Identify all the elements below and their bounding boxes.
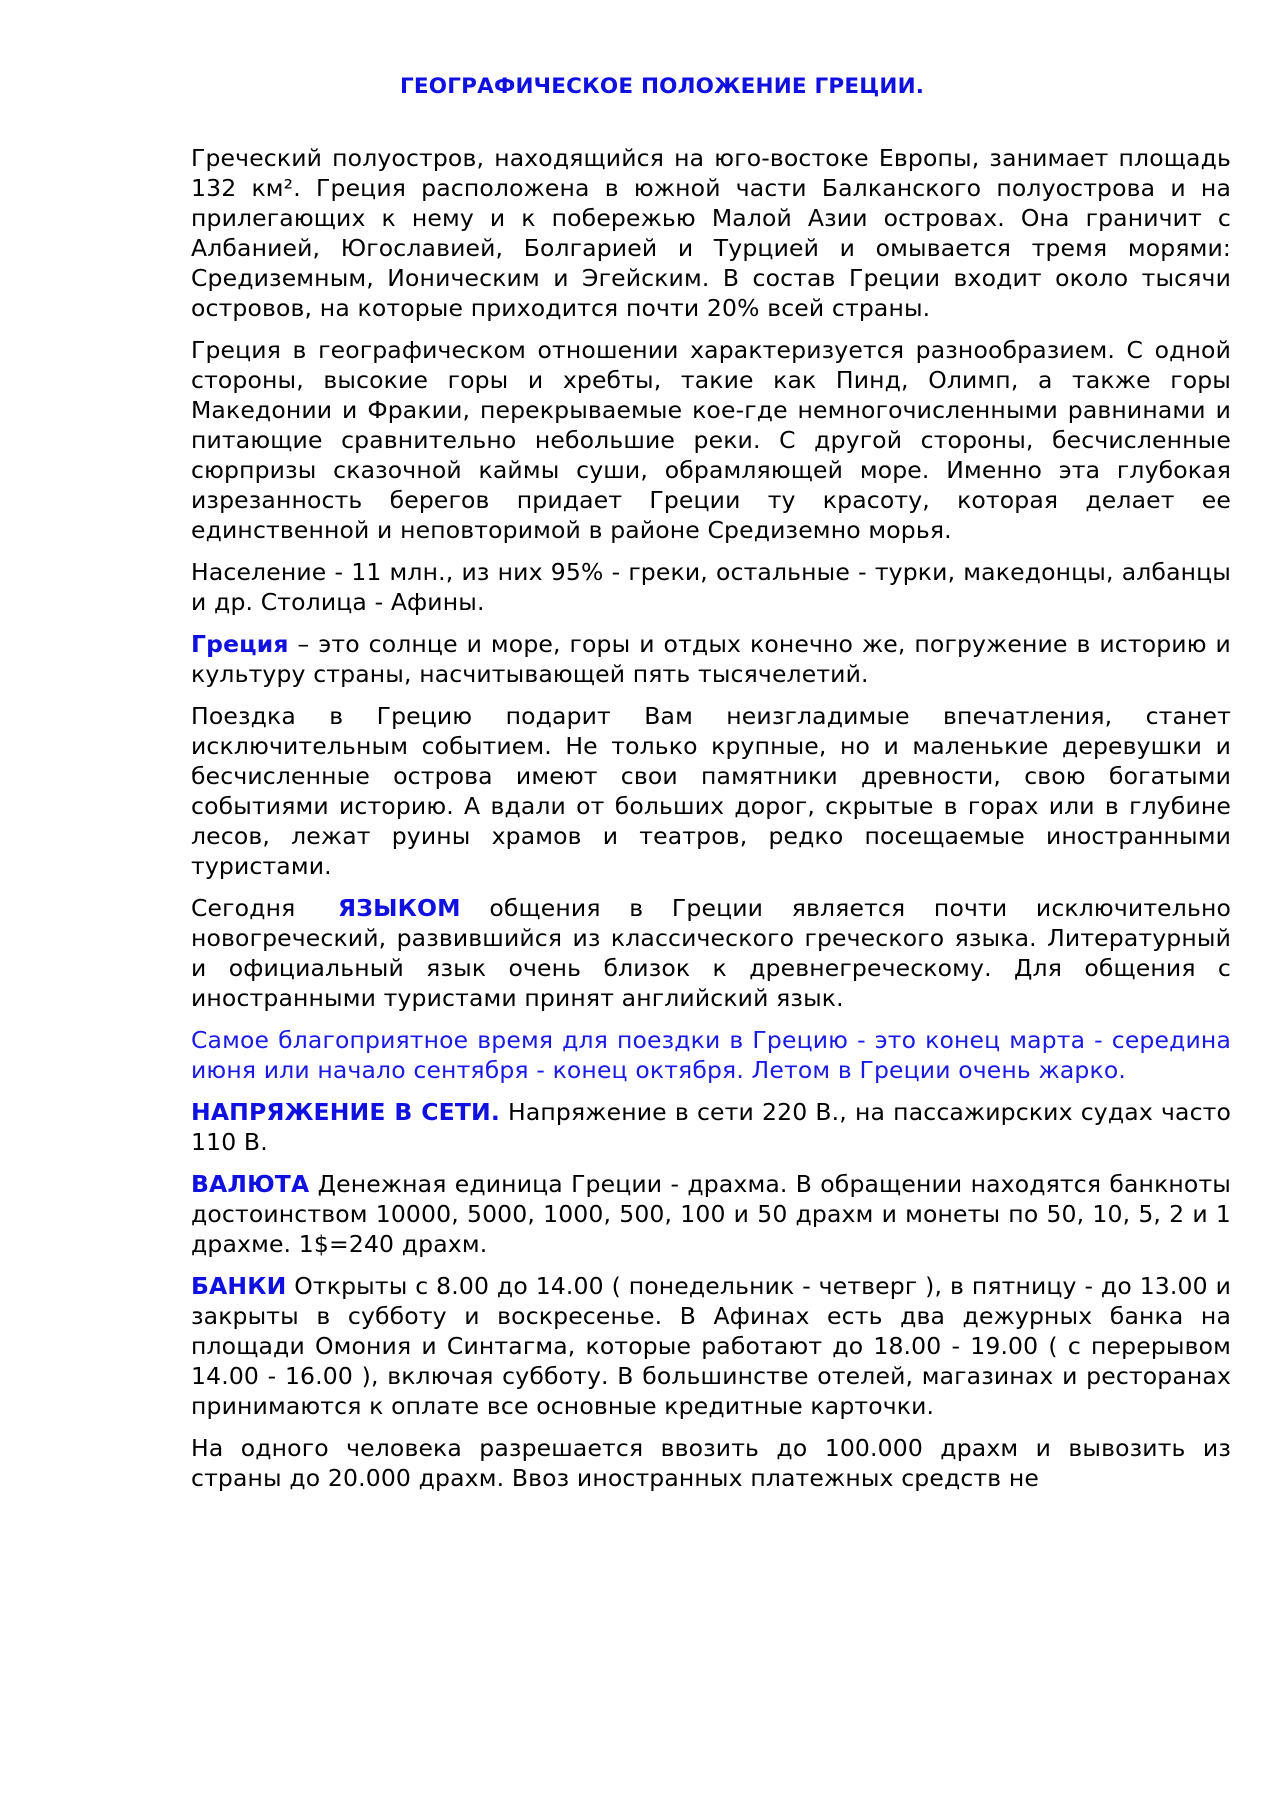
- page-title: ГЕОГРАФИЧЕСКОЕ ПОЛОЖЕНИЕ ГРЕЦИИ.: [400, 74, 925, 99]
- paragraph-text: общения в Греции является почти исключительно новогреческий, развившийся из классического греческого языка. Литературный и официальный язык очень близок к древнегреческому. Для общения с иностранными туристами принят английский язык.: [191, 894, 1231, 1012]
- paragraph-text: Открыты с 8.00 до 14.00 ( понедельник - четверг ), в пятницу - до 13.00 и закрыты в субботу и воскресенье. В Афинах есть два дежурных банка на площади Омония и Синтагма, которые работают до 18.00 - 19.00 ( с перерывом 14.00 - 16.00 ), включая субботу. В большинстве отелей, магазинах и ресторанах принимаются к оплате все основные кредитные карточки.: [191, 1272, 1231, 1420]
- paragraph-trip: Поездка в Грецию подарит Вам неизгладимые впечатления, станет исключительным событием. Не только крупные, но и маленькие деревушки и бесчисленные острова имеют свои памятники древности, свою богатыми событиями историю. А вдали от больших дорог, скрытые в горах или в глубине лесов, лежат руины храмов и театров, редко посещаемые иностранными туристами.: [191, 702, 1231, 880]
- keyword-banks: БАНКИ: [191, 1272, 287, 1300]
- paragraph-voltage: [191, 1097, 1231, 1157]
- paragraph-best-time: Самое благоприятное время для поездки в Грецию - это конец марта - середина июня или начало сентября - конец октября. Летом в Греции очень жарко.: [191, 1026, 1231, 1084]
- keyword-greece: Греция: [191, 630, 289, 658]
- keyword-currency: ВАЛЮТА: [191, 1170, 310, 1198]
- paragraph-geography: Греческий полуостров, находящийся на юго-востоке Европы, занимает площадь 132 км². Греция расположена в южной части Балканского полуострова и на прилегающих к нему и к побережью Малой Азии островах. Она граничит с Албанией, Югославией, Болгарией и Турцией и омывается тремя морями: Средиземным, Ионическим и Эгейским. В состав Греции входит около тысячи островов, на которые приходится почти 20% всей страны.: [191, 144, 1231, 322]
- keyword-language: ЯЗЫКОМ: [338, 894, 461, 922]
- paragraph-currency: [191, 1169, 1231, 1259]
- paragraph-text: – это солнце и море, горы и отдых конечно же, погружение в историю и культуру страны, насчитывающей пять тысячелетий.: [191, 630, 1231, 688]
- keyword-voltage: НАПРЯЖЕНИЕ В СЕТИ.: [191, 1098, 500, 1126]
- paragraph-population: Население - 11 млн., из них 95% - греки, остальные - турки, македонцы, албанцы и др. Столица - Афины.: [191, 558, 1231, 616]
- paragraph-language: [191, 893, 1231, 1013]
- paragraph-text: Денежная единица Греции - драхма. В обращении находятся банкноты достоинством 10000, 5000, 1000, 500, 100 и 50 драхм и монеты по 50, 10, 5, 2 и 1 драхме. 1$=240 драхм.: [191, 1170, 1231, 1258]
- paragraph-greece-intro: [191, 629, 1231, 689]
- document-body: [191, 143, 1231, 1505]
- paragraph-banks: [191, 1271, 1231, 1421]
- paragraph-import-limits: На одного человека разрешается ввозить до 100.000 драхм и вывозить из страны до 20.000 драхм. Ввоз иностранных платежных средств не: [191, 1434, 1231, 1492]
- paragraph-relief: Греция в географическом отношении характеризуется разнообразием. С одной стороны, высокие горы и хребты, такие как Пинд, Олимп, а также горы Македонии и Фракии, перекрываемые кое-где немногочисленными равнинами и питающие сравнительно небольшие реки. С другой стороны, бесчисленные сюрпризы сказочной каймы суши, обрамляющей море. Именно эта глубокая изрезанность берегов придает Греции ту красоту, которая делает ее единственной и неповторимой в районе Средиземно морья.: [191, 336, 1231, 544]
- paragraph-text: Напряжение в сети 220 В., на пассажирских судах часто 110 В.: [191, 1098, 1231, 1156]
- paragraph-text: Сегодня: [191, 894, 296, 922]
